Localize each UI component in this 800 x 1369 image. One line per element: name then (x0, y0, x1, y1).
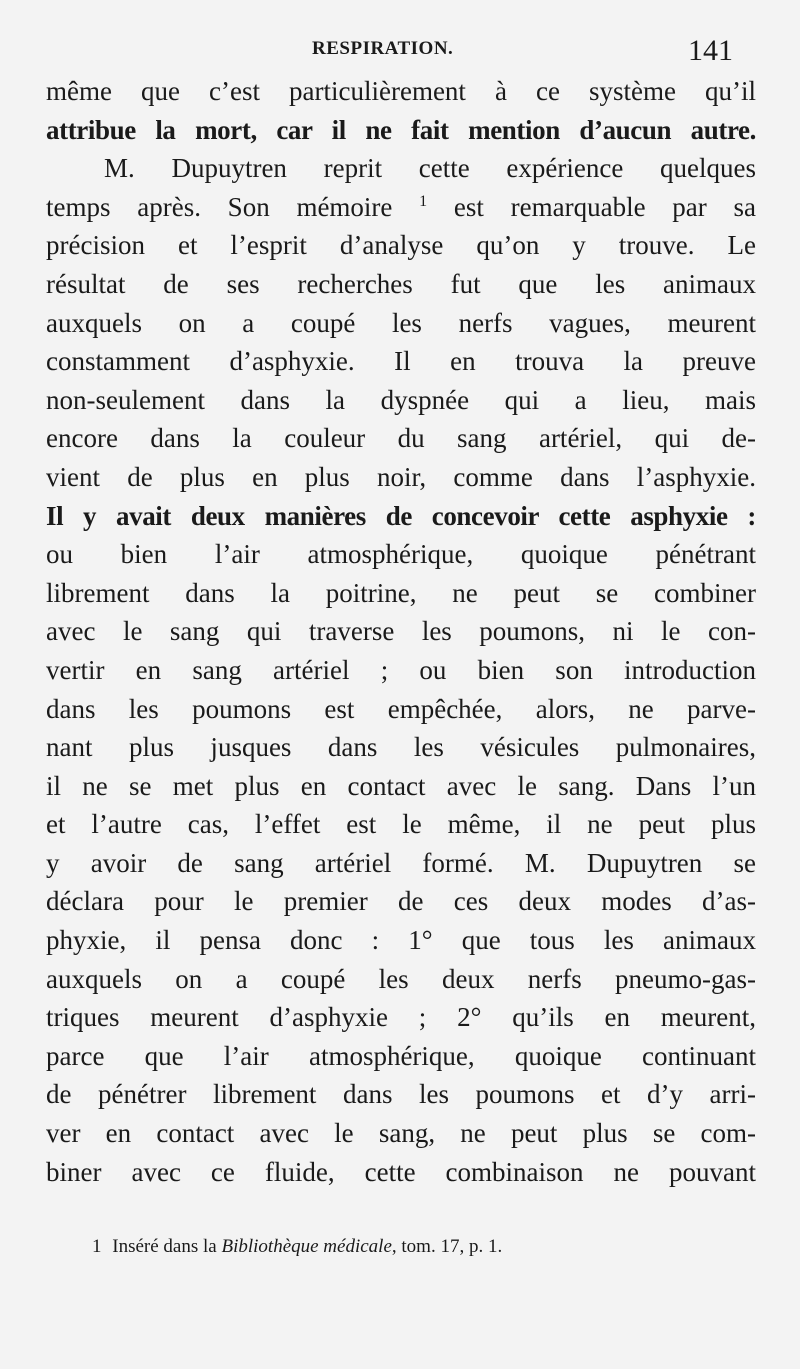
footnote (92, 1236, 502, 1258)
text-line: librement dans la poitrine, ne peut se combiner (46, 577, 756, 608)
page-header (0, 34, 800, 74)
text-line: déclara pour le premier de ces deux modes d’as- (46, 886, 756, 917)
footnote-reference: 1 (419, 192, 428, 210)
footnote-title: Bibliothèque médicale (221, 1236, 392, 1257)
text-line: phyxie, il pensa donc : 1° que tous les animaux (46, 925, 756, 956)
text-line: ver en contact avec le sang, ne peut plus se com- (46, 1118, 756, 1149)
footnote-text: Inséré dans la (112, 1236, 217, 1257)
text-line: Il y avait deux manières de concevoir cette asphyxie : (46, 500, 756, 531)
running-head: RESPIRATION. (312, 38, 454, 59)
text-line: de pénétrer librement dans les poumons et d’y arri- (46, 1079, 756, 1110)
text-line: avec le sang qui traverse les poumons, ni le con- (46, 616, 756, 647)
text-line: précision et l’esprit d’analyse qu’on y trouve. Le (46, 230, 756, 261)
text-line: auxquels on a coupé les nerfs vagues, meurent (46, 307, 756, 338)
text-line: y avoir de sang artériel formé. M. Dupuytren se (46, 847, 756, 878)
text-line: parce que l’air atmosphérique, quoique continuant (46, 1040, 756, 1071)
page-number: 141 (688, 34, 733, 67)
text-line: triques meurent d’asphyxie ; 2° qu’ils en meurent, (46, 1002, 756, 1033)
text-line: il ne se met plus en contact avec le sang. Dans l’un (46, 770, 756, 801)
text-fragment: temps après. Son mémoire (46, 191, 393, 222)
text-line-with-note (46, 188, 756, 227)
text-line: constamment d’asphyxie. Il en trouva la preuve (46, 346, 756, 377)
text-line: M. Dupuytren reprit cette expérience quelques (104, 153, 756, 184)
text-line: nant plus jusques dans les vésicules pulmonaires, (46, 732, 756, 763)
text-line: encore dans la couleur du sang artériel, qui de- (46, 423, 756, 454)
body-text (46, 72, 756, 1191)
footnote-text: , tom. 17, p. 1. (391, 1236, 503, 1257)
text-line: même que c’est particulièrement à ce système qu’il (46, 76, 756, 106)
text-line: vertir en sang artériel ; ou bien son introduction (46, 654, 756, 685)
text-line: auxquels on a coupé les deux nerfs pneumo-gas- (46, 963, 756, 994)
text-line: ou bien l’air atmosphérique, quoique pénétrant (46, 539, 756, 570)
footnote-marker: 1 (92, 1236, 102, 1257)
text-line: attribue la mort, car il ne fait mention d’aucun autre. (46, 114, 756, 145)
text-fragment: est remarquable par sa (453, 191, 757, 222)
text-line: non-seulement dans la dyspnée qui a lieu, mais (46, 384, 756, 415)
text-line: et l’autre cas, l’effet est le même, il ne peut plus (46, 809, 756, 840)
text-line: vient de plus en plus noir, comme dans l’asphyxie. (46, 461, 756, 492)
text-line: biner avec ce fluide, cette combinaison ne pouvant (46, 1156, 756, 1187)
text-line: résultat de ses recherches fut que les animaux (46, 268, 756, 299)
text-line: dans les poumons est empêchée, alors, ne parve- (46, 693, 756, 724)
